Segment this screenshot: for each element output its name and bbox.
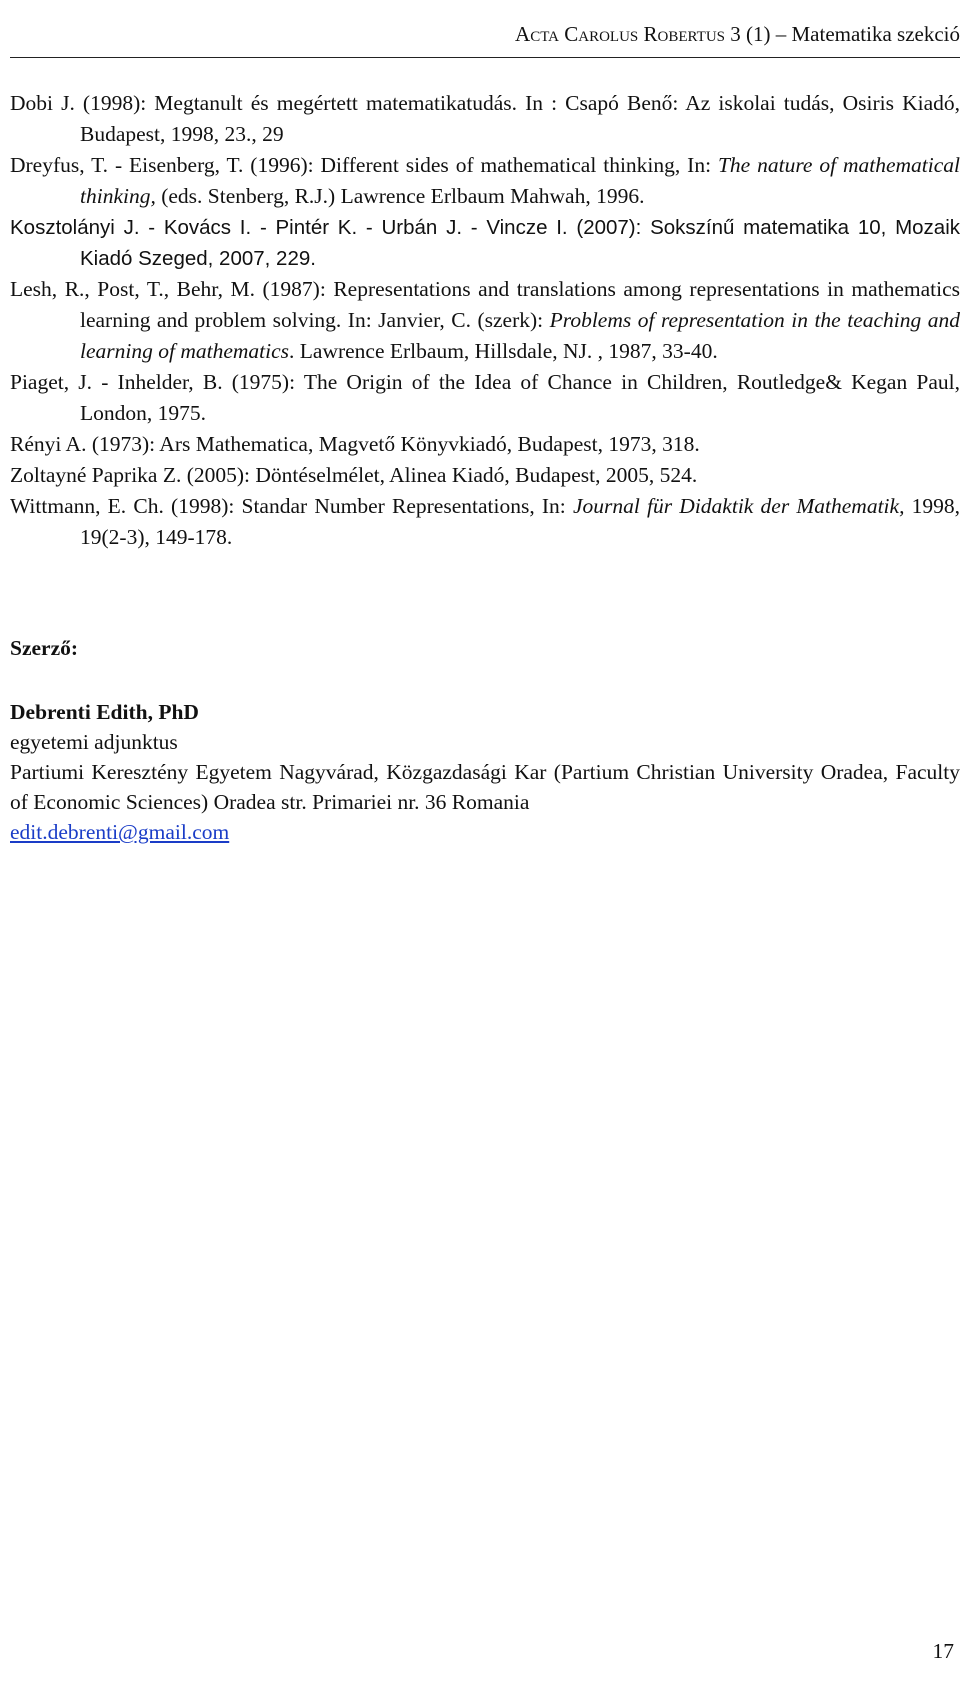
- reference-title: Problems of representation in the teaching and learning of mathematics: [80, 308, 960, 363]
- reference-text: (2005): Döntéselmélet, Alinea Kiadó, Budapest, 2005, 524.: [181, 463, 698, 487]
- reference-item: [10, 88, 960, 150]
- reference-title: The nature of mathematical thinking,: [80, 153, 960, 208]
- author-block: [10, 697, 960, 847]
- author-section-title: Szerző:: [10, 636, 79, 660]
- reference-author: Wittmann, E. Ch.: [10, 494, 164, 518]
- reference-item: [10, 367, 960, 429]
- reference-text: (1998): Megtanult és megértett matematikatudás. In : Csapó Benő: Az iskolai tudás, Osiris Kiadó, Budapest, 1998, 23., 29: [74, 91, 960, 146]
- header-acta-rest: cta: [530, 22, 559, 46]
- reference-list: [10, 88, 960, 553]
- header-divider: [10, 57, 960, 58]
- author-name: Debrenti Edith, PhD: [10, 700, 199, 724]
- reference-text: (1973): Ars Mathematica, Magvető Könyvkiadó, Budapest, 1973, 318.: [86, 432, 700, 456]
- reference-author: Lesh, R., Post, T., Behr, M.: [10, 277, 255, 301]
- author-email-link[interactable]: edit.debrenti@gmail.com: [10, 820, 230, 844]
- reference-item: [10, 150, 960, 212]
- reference-title: Journal für Didaktik der Mathematik,: [572, 494, 905, 518]
- header-acta-first: A: [515, 22, 531, 46]
- reference-item: [10, 274, 960, 367]
- reference-text: (eds. Stenberg, R.J.) Lawrence Erlbaum Mahwah, 1996.: [155, 184, 645, 208]
- reference-item: [10, 429, 960, 460]
- reference-text: 1998, 19(2-3), 149-178.: [80, 494, 960, 549]
- author-affiliation: Partiumi Keresztény Egyetem Nagyvárad, Közgazdasági Kar (Partium Christian University Oradea, Faculty of Economic Sciences) Oradea str. Primariei nr. 36 Romania: [10, 760, 960, 814]
- reference-item: [10, 491, 960, 553]
- header-robertus-rest: obertus: [657, 22, 725, 46]
- header-robertus-first: R: [643, 22, 658, 46]
- header-carolus-rest: arolus: [578, 22, 639, 46]
- reference-text: . Lawrence Erlbaum, Hillsdale, NJ. , 1987, 33-40.: [289, 339, 718, 363]
- header-volume: 3 (1) – Matematika szekció: [730, 22, 960, 46]
- reference-author: Rényi A.: [10, 432, 87, 456]
- reference-item: [10, 460, 960, 491]
- reference-author: Zoltayné Paprika Z.: [10, 463, 182, 487]
- page-number: 17: [932, 1639, 954, 1663]
- header-carolus-first: C: [564, 22, 579, 46]
- running-header: [0, 22, 960, 46]
- reference-text: (1996): Different sides of mathematical thinking, In:: [243, 153, 718, 177]
- reference-author: Kosztolányi J. - Kovács I. - Pintér K. - Urbán J. - Vincze I.: [10, 216, 568, 239]
- reference-author: Dobi J.: [10, 91, 75, 115]
- reference-author: Piaget, J. - Inhelder, B.: [10, 370, 223, 394]
- reference-author: Dreyfus, T. - Eisenberg, T.: [10, 153, 244, 177]
- reference-item: [10, 212, 960, 274]
- reference-text: (1987): Representations and translations among representations in mathematics learning and problem solving. In: Janvier, C. (szerk):: [80, 277, 960, 332]
- reference-text: (2007): Sokszínű matematika 10, Mozaik Kiadó Szeged, 2007, 229.: [80, 216, 960, 270]
- author-position: egyetemi adjunktus: [10, 730, 178, 754]
- reference-text: (1975): The Origin of the Idea of Chance in Children, Routledge& Kegan Paul, London, 1975.: [80, 370, 960, 425]
- reference-text: (1998): Standar Number Representations, In:: [163, 494, 573, 518]
